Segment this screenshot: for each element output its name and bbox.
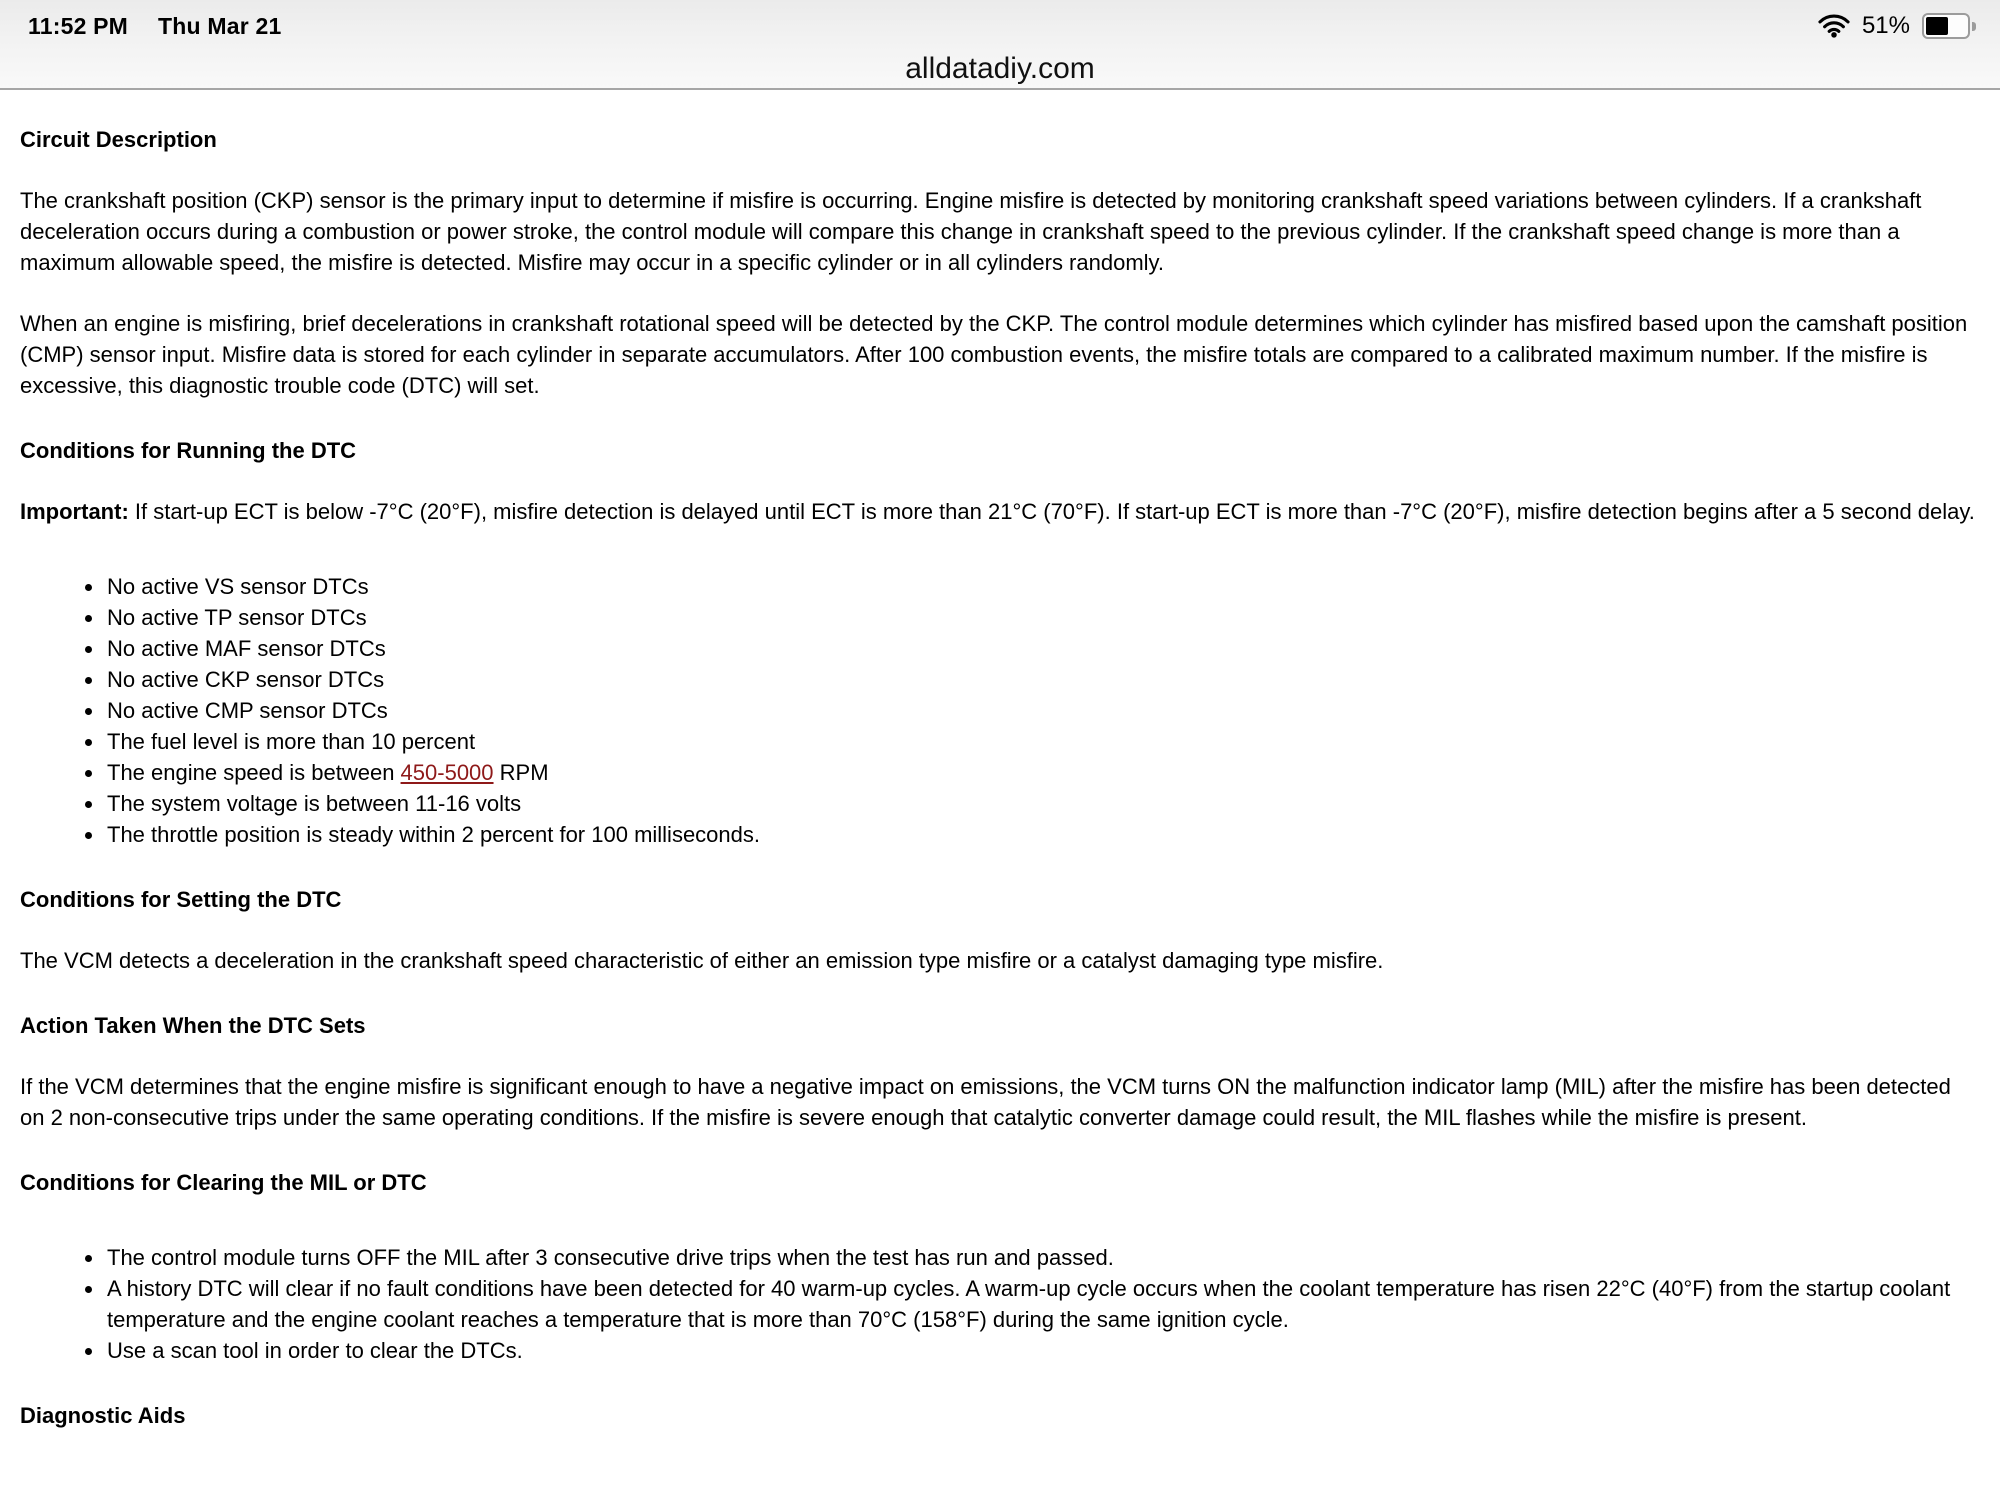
- paragraph-action: If the VCM determines that the engine misfire is significant enough to have a negative impact on emissions, the VCM turns ON the malfunction indicator lamp (MIL) after the misfire has been detected on 2 non-consecutive trips under the same operating conditions. If the misfire is severe enough that catalytic converter damage could result, the MIL flashes while the misfire is present.: [20, 1074, 1951, 1130]
- list-item: • No active CKP sensor DTCs: [105, 664, 1980, 695]
- section-heading-conditions-clearing: Conditions for Clearing the MIL or DTC: [20, 1170, 427, 1195]
- status-time: 11:52 PM: [28, 12, 129, 39]
- battery-percent: 51%: [1861, 12, 1910, 39]
- section-heading-conditions-setting: Conditions for Setting the DTC: [20, 887, 342, 912]
- list-item-engine-speed: [105, 757, 1980, 788]
- list-item: • No active TP sensor DTCs: [105, 602, 1980, 633]
- list-item: • No active CMP sensor DTCs: [105, 695, 1980, 726]
- list-item: • A history DTC will clear if no fault conditions have been detected for 40 warm-up cycles. A warm-up cycle occurs when the coolant temperature has risen 22°C (40°F) from the startup coolant temperature and the engine coolant reaches a temperature that is more than 70°C (158°F) during the same ignition cycle.: [105, 1273, 1980, 1335]
- engine-speed-suffix: RPM: [493, 760, 549, 785]
- section-heading-conditions-running: Conditions for Running the DTC: [20, 438, 357, 463]
- list-item: • No active MAF sensor DTCs: [105, 633, 1980, 664]
- section-heading-circuit-description: Circuit Description: [20, 127, 217, 152]
- important-label: Important:: [20, 499, 129, 524]
- list-item: • The fuel level is more than 10 percent: [105, 726, 1980, 757]
- engine-speed-range-link[interactable]: 450-5000: [400, 760, 494, 785]
- running-conditions-list: [20, 571, 1980, 850]
- paragraph-setting: The VCM detects a deceleration in the crankshaft speed characteristic of either an emission type misfire or a catalyst damaging type misfire.: [20, 948, 1384, 973]
- clearing-conditions-list: [20, 1242, 1980, 1366]
- list-item: • The system voltage is between 11-16 volts: [105, 788, 1980, 819]
- status-bar: [0, 0, 2000, 46]
- list-item: • Use a scan tool in order to clear the DTCs.: [105, 1335, 1980, 1366]
- engine-speed-prefix: The engine speed is between: [107, 760, 401, 785]
- status-date: Thu Mar 21: [158, 12, 282, 39]
- status-right: [1818, 12, 1976, 40]
- list-item: • No active VS sensor DTCs: [105, 571, 1980, 602]
- paragraph-important: [20, 496, 1980, 527]
- browser-header: [0, 0, 2000, 90]
- battery-icon: [1922, 13, 1976, 39]
- status-left: [28, 13, 281, 40]
- section-heading-diagnostic-aids: Diagnostic Aids: [20, 1403, 186, 1428]
- paragraph-circuit-2: When an engine is misfiring, brief decelerations in crankshaft rotational speed will be detected by the CKP. The control module determines which cylinder has misfired based upon the camshaft position (CMP) sensor input. Misfire data is stored for each cylinder in separate accumulators. After 100 combustion events, the misfire totals are compared to a calibrated maximum number. If the misfire is excessive, this diagnostic trouble code (DTC) will set.: [20, 311, 1968, 398]
- list-item: • The throttle position is steady within 2 percent for 100 milliseconds.: [105, 819, 1980, 850]
- section-heading-action-taken: Action Taken When the DTC Sets: [20, 1013, 366, 1038]
- wifi-icon: [1818, 14, 1850, 38]
- browser-title-bar[interactable]: [0, 46, 2000, 92]
- page-url[interactable]: alldatadiy.com: [905, 52, 1095, 85]
- list-item: • The control module turns OFF the MIL after 3 consecutive drive trips when the test has run and passed.: [105, 1242, 1980, 1273]
- important-text: If start-up ECT is below -7°C (20°F), misfire detection is delayed until ECT is more than 21°C (70°F). If start-up ECT is more than -7°C (20°F), misfire detection begins after a 5 second delay.: [128, 499, 1975, 524]
- article-content: [0, 124, 2000, 1431]
- paragraph-circuit-1: The crankshaft position (CKP) sensor is the primary input to determine if misfire is occurring. Engine misfire is detected by monitoring crankshaft speed variations between cylinders. If a crankshaft deceleration occurs during a combustion or power stroke, the control module will compare this change in crankshaft speed to the previous cylinder. If the crankshaft speed change is more than a maximum allowable speed, the misfire is detected. Misfire may occur in a specific cylinder or in all cylinders randomly.: [20, 188, 1922, 275]
